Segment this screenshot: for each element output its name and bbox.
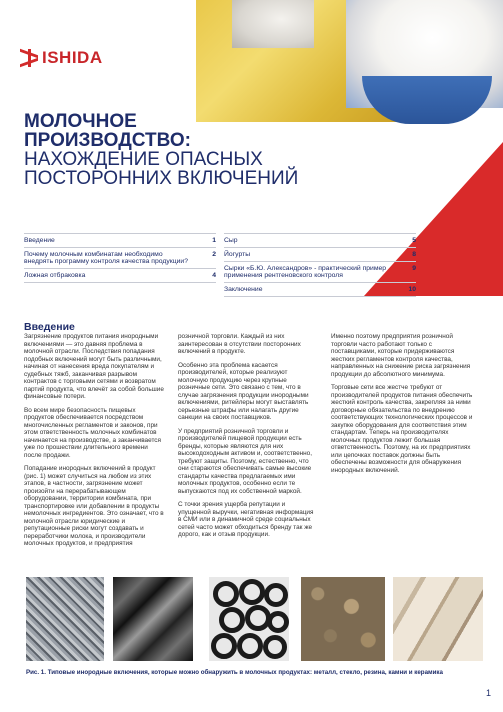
paragraph: Во всем мире безопасность пищевых продуктов обеспечивается посредством многочисленных регламентов и законов, при этом ответственность молочных комбинатов начинается на производстве, а заканчивается уже по прошествии длительного времени после продажи. (24, 406, 161, 459)
title-line-2: ПРОИЗВОДСТВО: (24, 130, 191, 151)
toc-item-page: 1 (212, 237, 216, 244)
page-number: 1 (486, 688, 492, 698)
paragraph: Загрязнение продуктов питания инородными включениями — это давняя проблема в молочной отрасли. Последствия попадания подобных включений могут быть различными, начиная от нанесения вреда покупателям и судебных тяжб, заканчивая разрывом контрактов с торговыми сетями и возвратом партий продукта, что влечёт за собой большие финансовые потери. (24, 333, 164, 400)
ceramic-contaminants-photo (393, 577, 483, 661)
page-title (24, 112, 354, 188)
ishida-logo-icon (20, 49, 38, 67)
paragraph: Особенно эта проблема касается производителей, которые реализуют молочную продукцию через крупные розничные сети. Это связано с тем, что в случае загрязнения продукции инородными включениями, ритейлеры могут выставлять серьезные штрафы или налагать другие санкции на своих поставщиков. (178, 361, 309, 421)
toc-item[interactable] (224, 248, 416, 262)
toc-item[interactable] (24, 269, 216, 283)
toc-item[interactable] (224, 283, 416, 297)
text-column-2 (178, 333, 318, 545)
paragraph: Попадание инородных включений в продукт (рис. 1) может случиться на любом из этих этапов, в частности, загрязнение может произойти на перерабатывающем оборудовании, территории комбината, при транспортировке или добавлении в продукты немолочных ингредиентов. Это означает, что в молочной отрасли юридические и репутационные риски могут создавать и переработчики молока, и производители молочных продуктов, и предприятия (24, 465, 164, 547)
toc-item-label: Сырки «Б.Ю. Александров» - практический пример применения рентгеновского контроля (224, 265, 387, 279)
milk-photo (232, 0, 314, 48)
brand-name: ISHIDA (42, 48, 103, 67)
stone-contaminants-photo (301, 577, 385, 661)
toc-item-page: 9 (412, 265, 416, 272)
paragraph: розничной торговли. Каждый из них заинтересован в отсутствии посторонних включений в продукте. (178, 333, 301, 355)
toc-item-label: Введение (24, 237, 55, 244)
toc-item[interactable] (224, 262, 416, 283)
toc-item[interactable] (224, 233, 416, 248)
text-column-1 (24, 333, 164, 554)
toc-item-label: Почему молочным комбинатам необходимо внедрять программу контроля качества продукции? (24, 251, 189, 265)
glass-contaminants-photo (113, 577, 193, 661)
title-line-3: НАХОЖДЕНИЕ ОПАСНЫХ (24, 149, 263, 170)
rubber-contaminants-photo (209, 577, 289, 661)
toc-left (24, 233, 216, 283)
toc-item-page: 5 (412, 237, 416, 244)
title-line-4: ПОСТОРОННИХ ВКЛЮЧЕНИЙ (24, 168, 299, 189)
text-column-3 (331, 333, 476, 480)
toc-item-label: Йогурты (224, 251, 251, 258)
paragraph: Торговые сети все жестче требуют от производителей продуктов питания обеспечить жесткий контроль качества, закрепляя за ними договорные обязательства по внедрению соответствующих технологических процессов и закупке оборудования для соответствия этим стандартам. Теперь на производителях молочных продуктов лежит большая ответственность. Поэтому, на их предприятиях или цепочках поставок должны быть обеспечены возможности для обнаружения инородных включений. (331, 384, 473, 474)
toc-item[interactable] (24, 248, 216, 269)
section-title: Введение (24, 321, 75, 333)
metal-contaminants-photo (26, 577, 104, 661)
ishida-logo (20, 48, 103, 68)
paragraph: Именно поэтому предприятия розничной торговли часто работают только с поставщиками, которые придерживаются жестких регламентов контроля качества, направленных на снижение риска загрязнения продукции до абсолютного минимума. (331, 333, 471, 378)
toc-item-page: 2 (212, 251, 216, 258)
toc-item[interactable] (24, 233, 216, 248)
title-line-1: МОЛОЧНОЕ (24, 111, 137, 132)
figure-caption: Рис. 1. Типовые инородные включения, которые можно обнаружить в молочных продуктах: металл, стекло, резина, камни и керамика (26, 669, 443, 676)
toc-item-page: 10 (408, 286, 416, 293)
toc-item-page: 4 (212, 272, 216, 279)
toc-right (224, 233, 416, 297)
paragraph: У предприятий розничной торговли и производителей пищевой продукции есть бренды, которые являются для них высокодоходным активом и, соответственно, требуют защиты. Поэтому, естественно, что они стараются обеспечивать самые высокие стандарты качества предлагаемых ими молочных продуктов, особенно если те выпускаются под их собственной маркой. (178, 427, 313, 495)
toc-item-label: Ложная отбраковка (24, 272, 86, 279)
toc-item-label: Заключение (224, 286, 263, 293)
toc-item-label: Сыр (224, 237, 238, 244)
paragraph: С точки зрения ущерба репутации и упущенной выручки, негативная информация в СМИ или в динамичной среде социальных сетей часто может обходиться бренду так же дорого, как и отзыв продукции. (178, 501, 314, 538)
toc-item-page: 8 (412, 251, 416, 258)
